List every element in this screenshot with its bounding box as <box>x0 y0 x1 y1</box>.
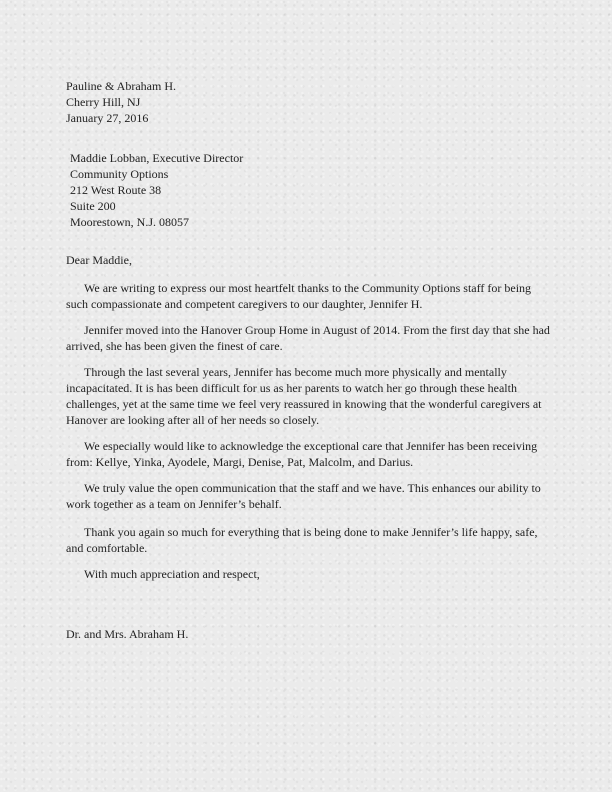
body-paragraph: Jennifer moved into the Hanover Group Home in August of 2014. From the first day that she had arrived, she has been given the finest of care. <box>66 323 550 353</box>
body-paragraph: We are writing to express our most heartfelt thanks to the Community Options staff for being such compassionate and competent caregivers to our daughter, Jennifer H. <box>66 281 532 311</box>
sender-names: Pauline & Abraham H. <box>66 79 176 93</box>
recipient-street: 212 West Route 38 <box>70 183 162 197</box>
letter-date: January 27, 2016 <box>66 111 149 125</box>
recipient-name-title: Maddie Lobban, Executive Director <box>70 151 244 165</box>
body-paragraph: We truly value the open communication that the staff and we have. This enhances our ability to work together as a team on Jennifer’s behalf. <box>66 481 541 511</box>
body-paragraph: We especially would like to acknowledge the exceptional care that Jennifer has been receiving from: Kellye, Yinka, Ayodele, Margi, Denise, Pat, Malcolm, and Darius. <box>66 439 538 469</box>
salutation: Dear Maddie, <box>66 253 132 267</box>
signature: Dr. and Mrs. Abraham H. <box>66 627 189 641</box>
body-paragraph: Thank you again so much for everything that is being done to make Jennifer’s life happy, safe, and comfortable. <box>66 525 538 555</box>
closing: With much appreciation and respect, <box>84 567 260 581</box>
recipient-suite: Suite 200 <box>70 199 116 213</box>
sender-city: Cherry Hill, NJ <box>66 95 141 109</box>
recipient-city-state-zip: Moorestown, N.J. 08057 <box>70 215 189 229</box>
recipient-organization: Community Options <box>70 167 169 181</box>
body-paragraph: Through the last several years, Jennifer has become much more physically and mentally incapacitated. It is has been difficult for us as her parents to watch her go through these health challenges, yet at the same time we feel very reassured in knowing that the wonderful caregivers at Hanover are looking after all of her needs so closely. <box>66 365 542 427</box>
